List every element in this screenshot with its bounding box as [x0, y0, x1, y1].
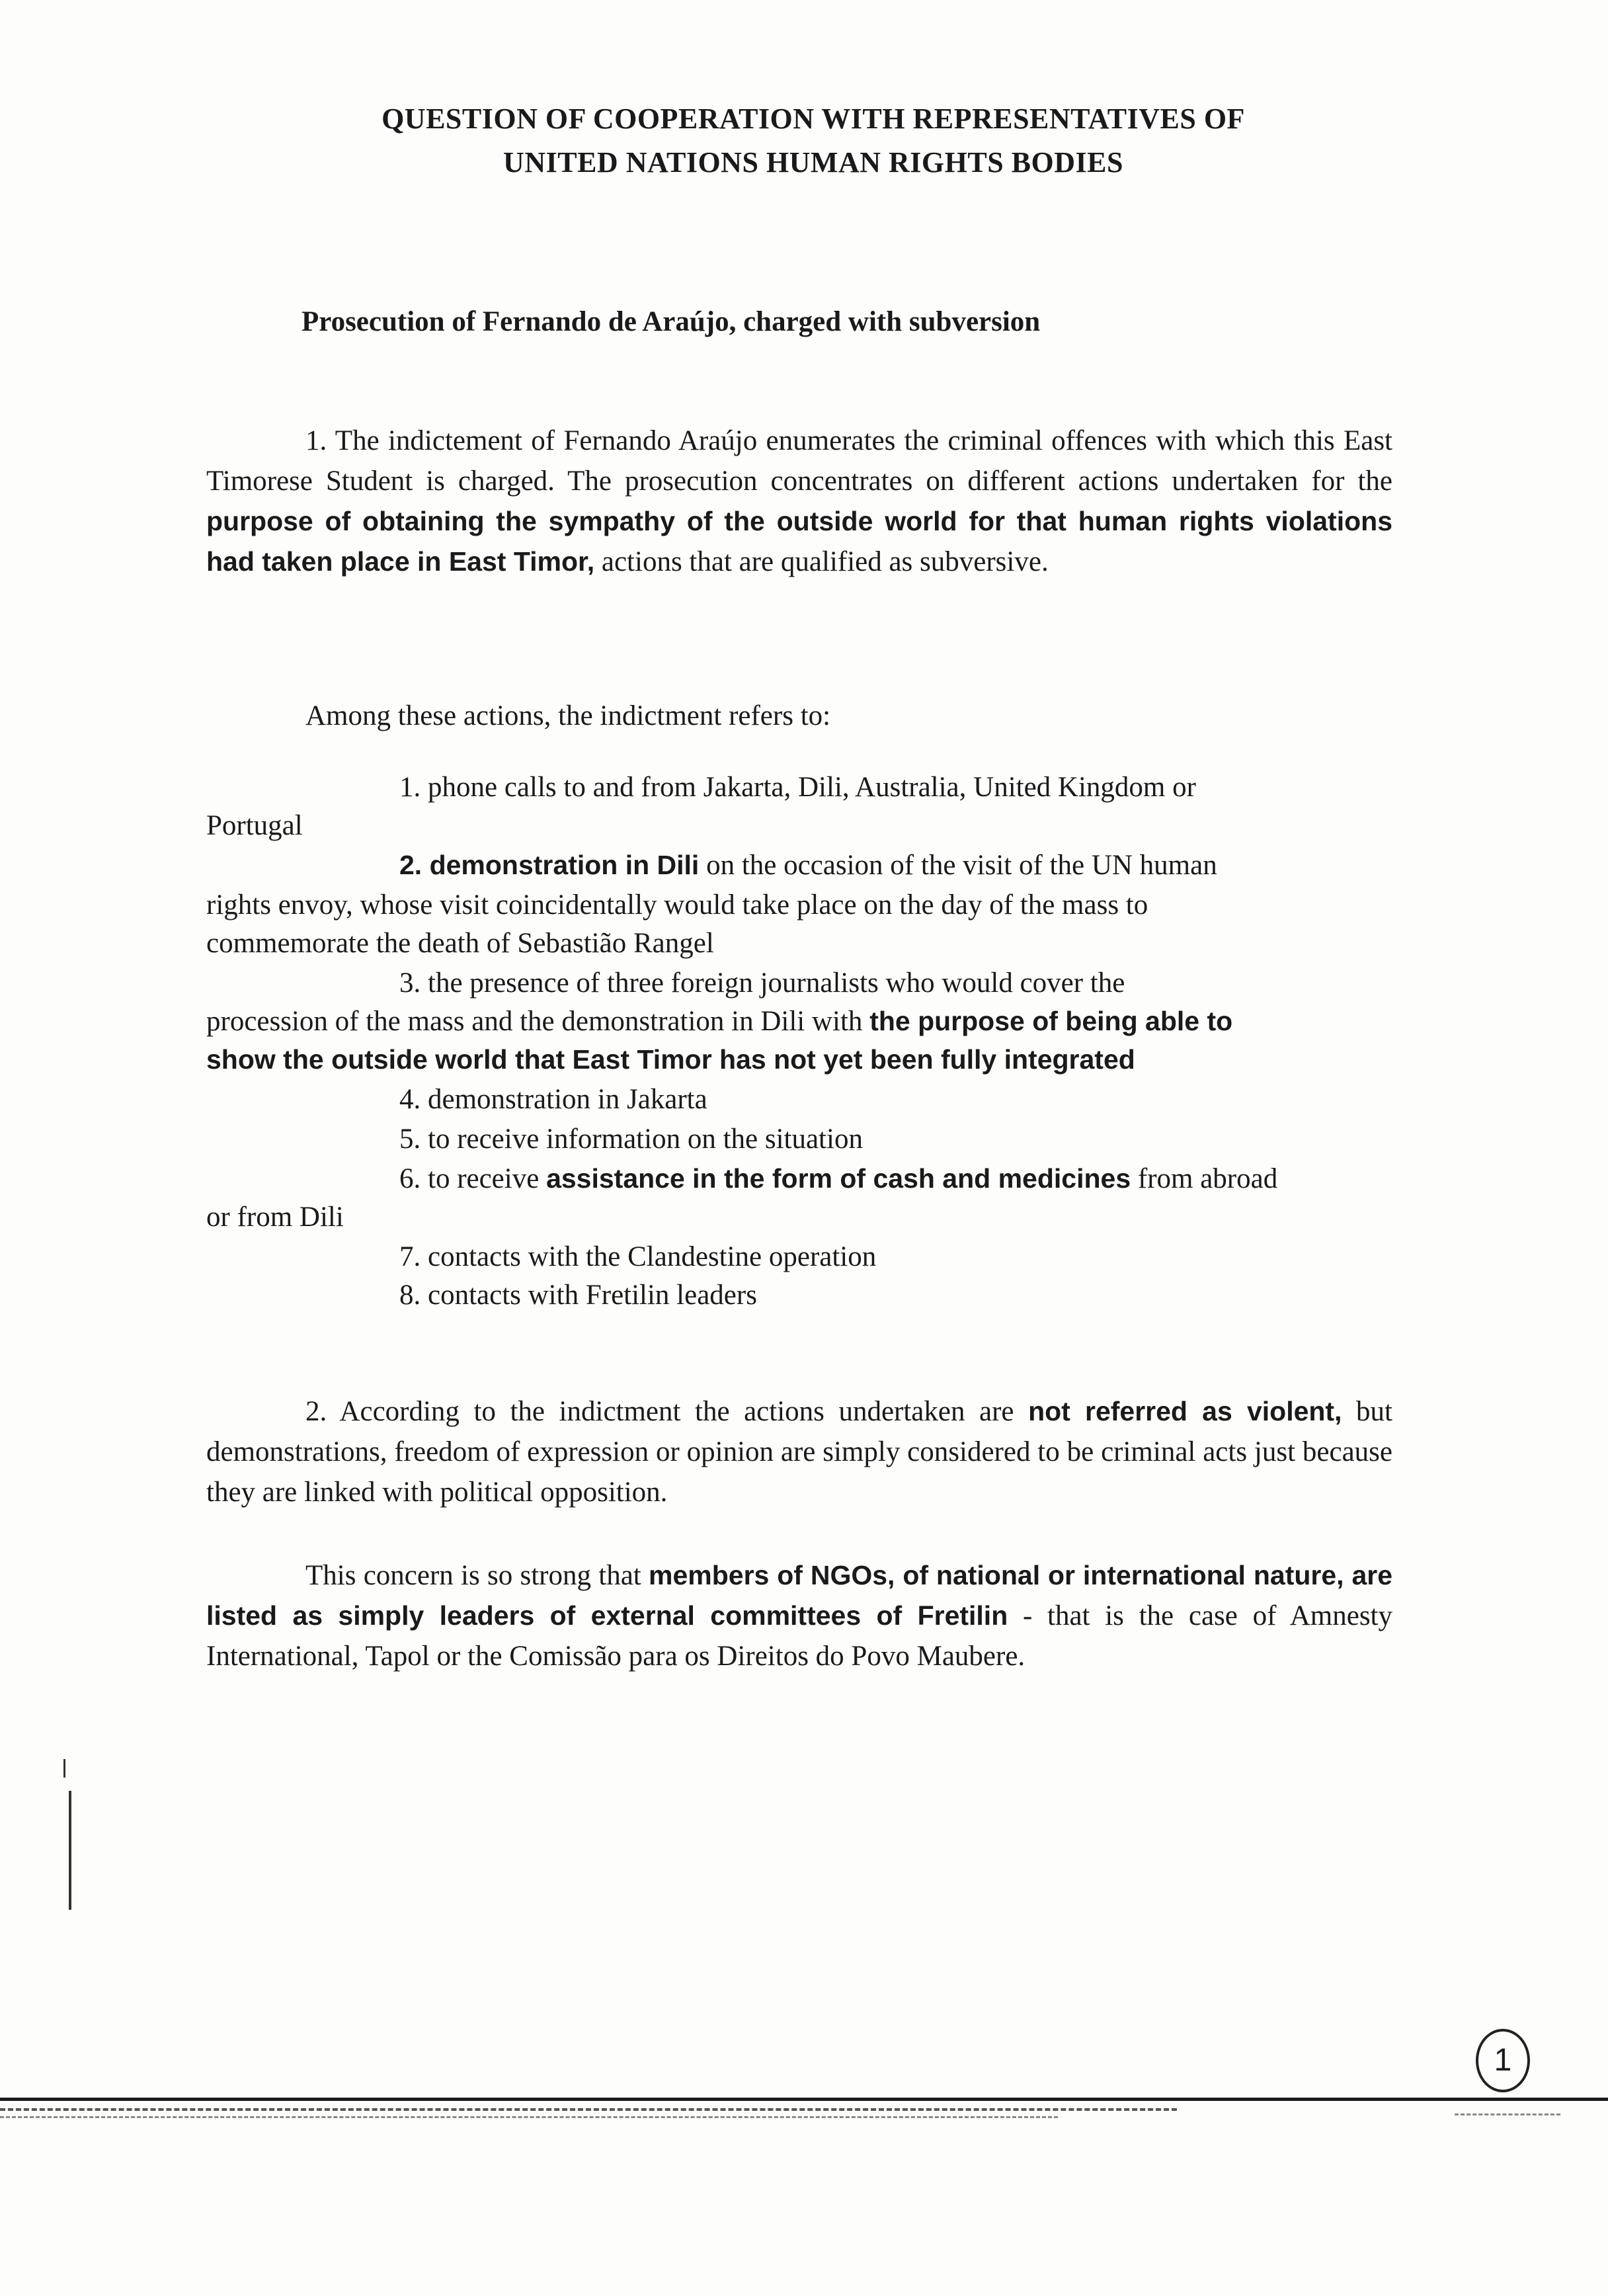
footer-dashed-rule-2	[0, 2116, 1058, 2118]
paragraph-3-bold: members of NGOs, of national or international nature, are listed as simply leaders of external committees of Fretilin	[206, 1560, 1393, 1631]
margin-tick	[63, 1759, 65, 1778]
list-item-2-bold: 2. demonstration in Dili	[399, 850, 700, 880]
list-item-6-tail: from abroad	[1131, 1163, 1278, 1194]
list-item-2-cont2: commemorate the death of Sebastião Rangel	[206, 928, 714, 959]
list-item-4: 4. demonstration in Jakarta	[399, 1084, 707, 1115]
list-item-6-bold: assistance in the form of cash and medicines	[546, 1163, 1131, 1194]
margin-mark	[69, 1791, 71, 1910]
list-item-3-cont1-rest: procession of the mass and the demonstration in Dili with	[206, 1006, 870, 1037]
paragraph-1-bold: purpose of obtaining the sympathy of the outside world for that human rights violations had taken place in East Timor,	[206, 506, 1392, 577]
list-item-7: 7. contacts with the Clandestine operation	[399, 1241, 877, 1272]
indictment-intro: Among these actions, the indictment refers to:	[305, 700, 831, 731]
list-item-8: 8. contacts with Fretilin leaders	[399, 1280, 757, 1311]
document-title-line1: QUESTION OF COOPERATION WITH REPRESENTATIVES OF	[382, 102, 1245, 135]
list-item-1-cont: Portugal	[206, 810, 303, 841]
footer-dashed-rule-tail	[1455, 2113, 1560, 2115]
list-item-3-cont2	[206, 1040, 1135, 1080]
footer-dashed-rule	[0, 2108, 1177, 2111]
paragraph-1-tail: actions that are qualified as subversive.	[594, 546, 1049, 577]
paragraph-2-tail: but demonstrations, freedom of expression or opinion are simply considered to be criminal acts just because they are linked with political opposition.	[206, 1396, 1392, 1508]
paragraph-1-lead: 1. The indictement of Fernando Araújo enumerates the criminal offences with which this East Timorese Student is charged. The prosecution concentrates on different actions undertaken for the	[206, 425, 1392, 497]
paragraph-3-tail: - that is the case of Amnesty International, Tapol or the Comissão para os Direitos do Povo Maubere.	[206, 1600, 1392, 1672]
list-item-2	[399, 845, 1217, 885]
footer-rule	[0, 2098, 1608, 2101]
list-item-2-cont1: rights envoy, whose visit coincidentally would take place on the day of the mass to	[206, 889, 1148, 921]
paragraph-3	[206, 1555, 1392, 1676]
list-item-2-rest: on the occasion of the visit of the UN human	[699, 850, 1217, 881]
list-item-6	[399, 1159, 1277, 1199]
document-title-line2: UNITED NATIONS HUMAN RIGHTS BODIES	[503, 146, 1123, 179]
list-item-5: 5. to receive information on the situation	[399, 1124, 863, 1155]
paragraph-3-lead: This concern is so strong that	[305, 1560, 649, 1591]
list-item-6-cont: or from Dili	[206, 1202, 344, 1233]
document-subtitle: Prosecution of Fernando de Araújo, charged with subversion	[302, 306, 1041, 337]
list-item-3-cont1-bold: the purpose of being able to	[869, 1006, 1233, 1036]
list-item-3-cont1	[206, 1001, 1232, 1042]
page-number: 1	[1476, 2029, 1530, 2092]
paragraph-1	[206, 421, 1392, 582]
paragraph-2-lead: 2. According to the indictment the actions undertaken are	[305, 1396, 1029, 1427]
list-item-1: 1. phone calls to and from Jakarta, Dili, Australia, United Kingdom or	[399, 772, 1196, 803]
paragraph-2-bold: not referred as violent,	[1028, 1396, 1342, 1426]
paragraph-2	[206, 1391, 1392, 1512]
list-item-3: 3. the presence of three foreign journalists who would cover the	[399, 967, 1125, 999]
list-item-3-cont2-bold: show the outside world that East Timor has not yet been fully integrated	[206, 1044, 1135, 1075]
list-item-6-lead: 6. to receive	[399, 1163, 547, 1194]
